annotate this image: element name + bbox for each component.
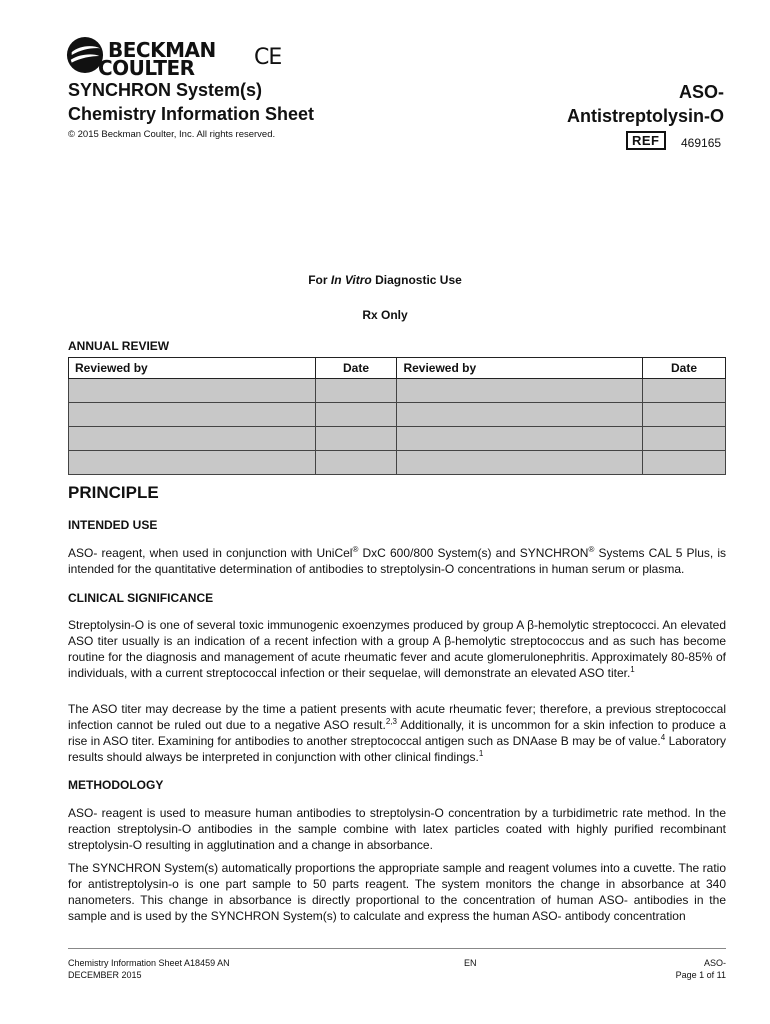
table-cell[interactable] (315, 379, 397, 403)
footer-product: ASO- (703, 958, 726, 968)
footer-date: DECEMBER 2015 (68, 970, 142, 980)
column-header-date: Date (643, 358, 726, 379)
footer-doc-id: Chemistry Information Sheet A18459 AN (68, 958, 230, 968)
table-row (69, 379, 726, 403)
table-cell[interactable] (643, 379, 726, 403)
table-cell[interactable] (643, 427, 726, 451)
rx-notice: Rx Only (362, 308, 408, 322)
product-name-line1: ASO- (679, 82, 724, 102)
column-header-date: Date (315, 358, 397, 379)
brand-name-line2: COULTER (98, 56, 195, 80)
column-header-reviewed-by: Reviewed by (397, 358, 643, 379)
clinical-significance-p1: Streptolysin-O is one of several toxic immunogenic exoenzymes produced by group A β-hemolytic streptococci. An elevated ASO titer usually is an indication of a recent infection with a group A β-hemolytic streptococcus and as such has become routine for the diagnosis and management of acute rheumatic fever and acute glomerulonephritis. Approximately 80-85% of individuals, with a current streptococcal infection or their sequelae, will demonstrate an elevated ASO titer.$^1$ (68, 618, 726, 680)
table-cell[interactable] (69, 379, 316, 403)
table-cell[interactable] (397, 427, 643, 451)
clinical-significance-heading: CLINICAL SIGNIFICANCE (68, 591, 214, 605)
sheet-title: Chemistry Information Sheet (68, 104, 315, 124)
intended-use-heading: INTENDED USE (68, 518, 158, 532)
table-cell[interactable] (643, 403, 726, 427)
ref-label: REF (626, 131, 666, 150)
methodology-heading: METHODOLOGY (68, 778, 164, 792)
table-cell[interactable] (69, 403, 316, 427)
methodology-p1: ASO- reagent is used to measure human antibodies to streptolysin-O concentration by a turbidimetric rate method. In the reaction streptolysin-O antibodies in the sample combine with latex particles coated with highly purified recombinant streptolysin-O resulting in agglutination and a change in absorbance. (68, 806, 726, 852)
clinical-significance-p2: The ASO titer may decrease by the time a patient presents with acute rheumatic fever; therefore, a previous streptococcal infection cannot be ruled out due to a negative ASO result.$^{2,3}$ Additionally, it is uncommon for a skin infection to produce a rise in ASO titer. Examining for antibodies to another streptococcal antigen such as DNAase B may be of value.$^4$ Laboratory results should always be interpreted in conjunction with other clinical findings.$^1$ (68, 702, 726, 764)
table-cell[interactable] (315, 427, 397, 451)
table-row (69, 427, 726, 451)
table-cell[interactable] (397, 451, 643, 475)
annual-review-heading: ANNUAL REVIEW (68, 339, 170, 353)
table-cell[interactable] (69, 427, 316, 451)
table-cell[interactable] (643, 451, 726, 475)
table-cell[interactable] (397, 403, 643, 427)
principle-heading: PRINCIPLE (68, 483, 159, 502)
footer-language: EN (464, 958, 477, 968)
annual-review-table (68, 357, 726, 475)
ce-mark: CE (254, 45, 282, 70)
system-name: SYNCHRON System(s) (68, 80, 263, 100)
product-name-line2: Antistreptolysin-O (566, 106, 724, 126)
table-row (69, 403, 726, 427)
intended-use-text: ASO- reagent, when used in conjunction with UniCel® DxC 600/800 System(s) and SYNCHRON® Systems CAL 5 Plus, is intended for the quantitative determination of antibodies to streptolysin-O concentrations in human serum or plasma. (68, 545, 727, 576)
methodology-p2: The SYNCHRON System(s) automatically proportions the appropriate sample and reagent volumes into a cuvette. The ratio for antistreptolysin-o is one part sample to 50 parts reagent. The system monitors the change in absorbance at 340 nanometers. This change in absorbance is directly proportional to the concentration of human ASO- antibodies in the sample and is used by the SYNCHRON System(s) to calculate and express the human ASO- antibody concentration (68, 861, 726, 923)
table-cell[interactable] (69, 451, 316, 475)
footer-divider (68, 948, 726, 949)
table-cell[interactable] (397, 379, 643, 403)
column-header-reviewed-by: Reviewed by (69, 358, 316, 379)
table-cell[interactable] (315, 403, 397, 427)
table-row (69, 451, 726, 475)
ref-number: 469165 (681, 136, 722, 150)
table-header-row (69, 358, 726, 379)
copyright: © 2015 Beckman Coulter, Inc. All rights reserved. (68, 129, 276, 140)
footer-page-number: Page 1 of 11 (675, 970, 726, 980)
brand-name-line1: BECKMAN (108, 38, 216, 62)
table-cell[interactable] (315, 451, 397, 475)
ivd-notice: For In Vitro Diagnostic Use (308, 273, 462, 287)
